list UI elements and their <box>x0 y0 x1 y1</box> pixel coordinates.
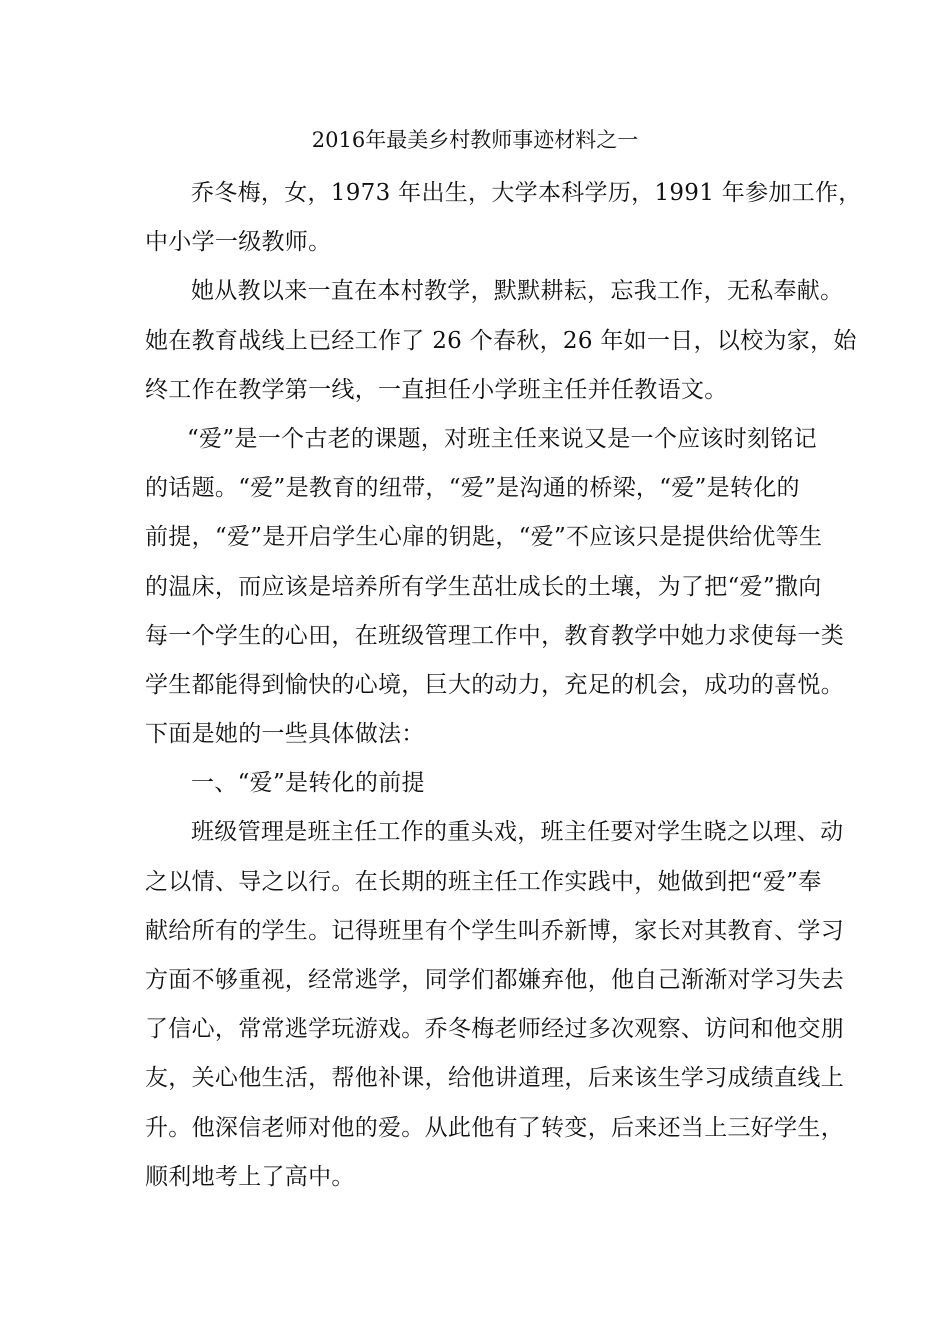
text-line: 方面不够重视，经常逃学，同学们都嫌弃他，他自己渐渐对学习失去 <box>145 967 844 993</box>
text-line: 友，关心他生活，帮他补课，给他讲道理，后来该生学习成绩直线上 <box>145 1065 844 1092</box>
paragraph-intro <box>145 169 862 267</box>
text-line: 终工作在教学第一线，一直担任小学班主任并任教语文。 <box>145 376 728 403</box>
text-line: 乔冬梅，女，1973 年出生，大学本科学历，1991 年参加工作， <box>191 180 862 206</box>
text-line: 了信心，常常逃学玩游戏。乔冬梅老师经过多次观察、访问和他交朋 <box>145 1016 844 1043</box>
paragraph-career <box>145 267 857 415</box>
text-line: 每一个学生的心田，在班级管理工作中，教育教学中她力求使每一类 <box>145 622 844 649</box>
text-line: “爱”是一个古老的课题，对班主任来说又是一个应该时刻铭记 <box>187 425 817 452</box>
text-line: 她在教育战线上已经工作了 26 个春秋，26 年如一日，以校为家，始 <box>145 327 857 354</box>
text-line: 顺利地考上了高中。 <box>145 1163 355 1190</box>
text-line: 学生都能得到愉快的心境，巨大的动力，充足的机会，成功的喜悦。 <box>145 671 844 698</box>
text-line: 她从教以来一直在本村教学，默默耕耘，忘我工作，无私奉献。 <box>191 278 844 305</box>
text-line: 升。他深信老师对他的爱。从此他有了转变，后来还当上三好学生， <box>145 1114 844 1141</box>
text-line: 的话题。“爱”是教育的纽带，“爱”是沟通的桥梁，“爱”是转化的 <box>145 475 800 502</box>
paragraph-love <box>145 415 844 759</box>
document-body <box>145 169 862 1202</box>
text-line: 前提，“爱”是开启学生心扉的钥匙，“爱”不应该只是提供给优等生 <box>145 524 823 551</box>
text-line: 献给所有的学生。记得班里有个学生叫乔新博，家长对其教育、学习 <box>145 917 844 944</box>
section-heading <box>145 759 813 808</box>
text-line: 下面是她的一些具体做法： <box>145 721 425 748</box>
text-line: 班级管理是班主任工作的重头戏，班主任要对学生晓之以理、动 <box>191 819 844 846</box>
text-line: 中小学一级教师。 <box>145 229 332 256</box>
text-line: 之以情、导之以行。在长期的班主任工作实践中，她做到把“爱”奉 <box>145 868 822 895</box>
paragraph-story <box>145 808 844 1202</box>
text-line: 的温床，而应该是培养所有学生茁壮成长的土壤，为了把“爱”撒向 <box>145 573 822 600</box>
text-line: 一、“爱”是转化的前提 <box>191 770 425 797</box>
document-title: 2016年最美乡村教师事迹材料之一 <box>311 128 639 152</box>
